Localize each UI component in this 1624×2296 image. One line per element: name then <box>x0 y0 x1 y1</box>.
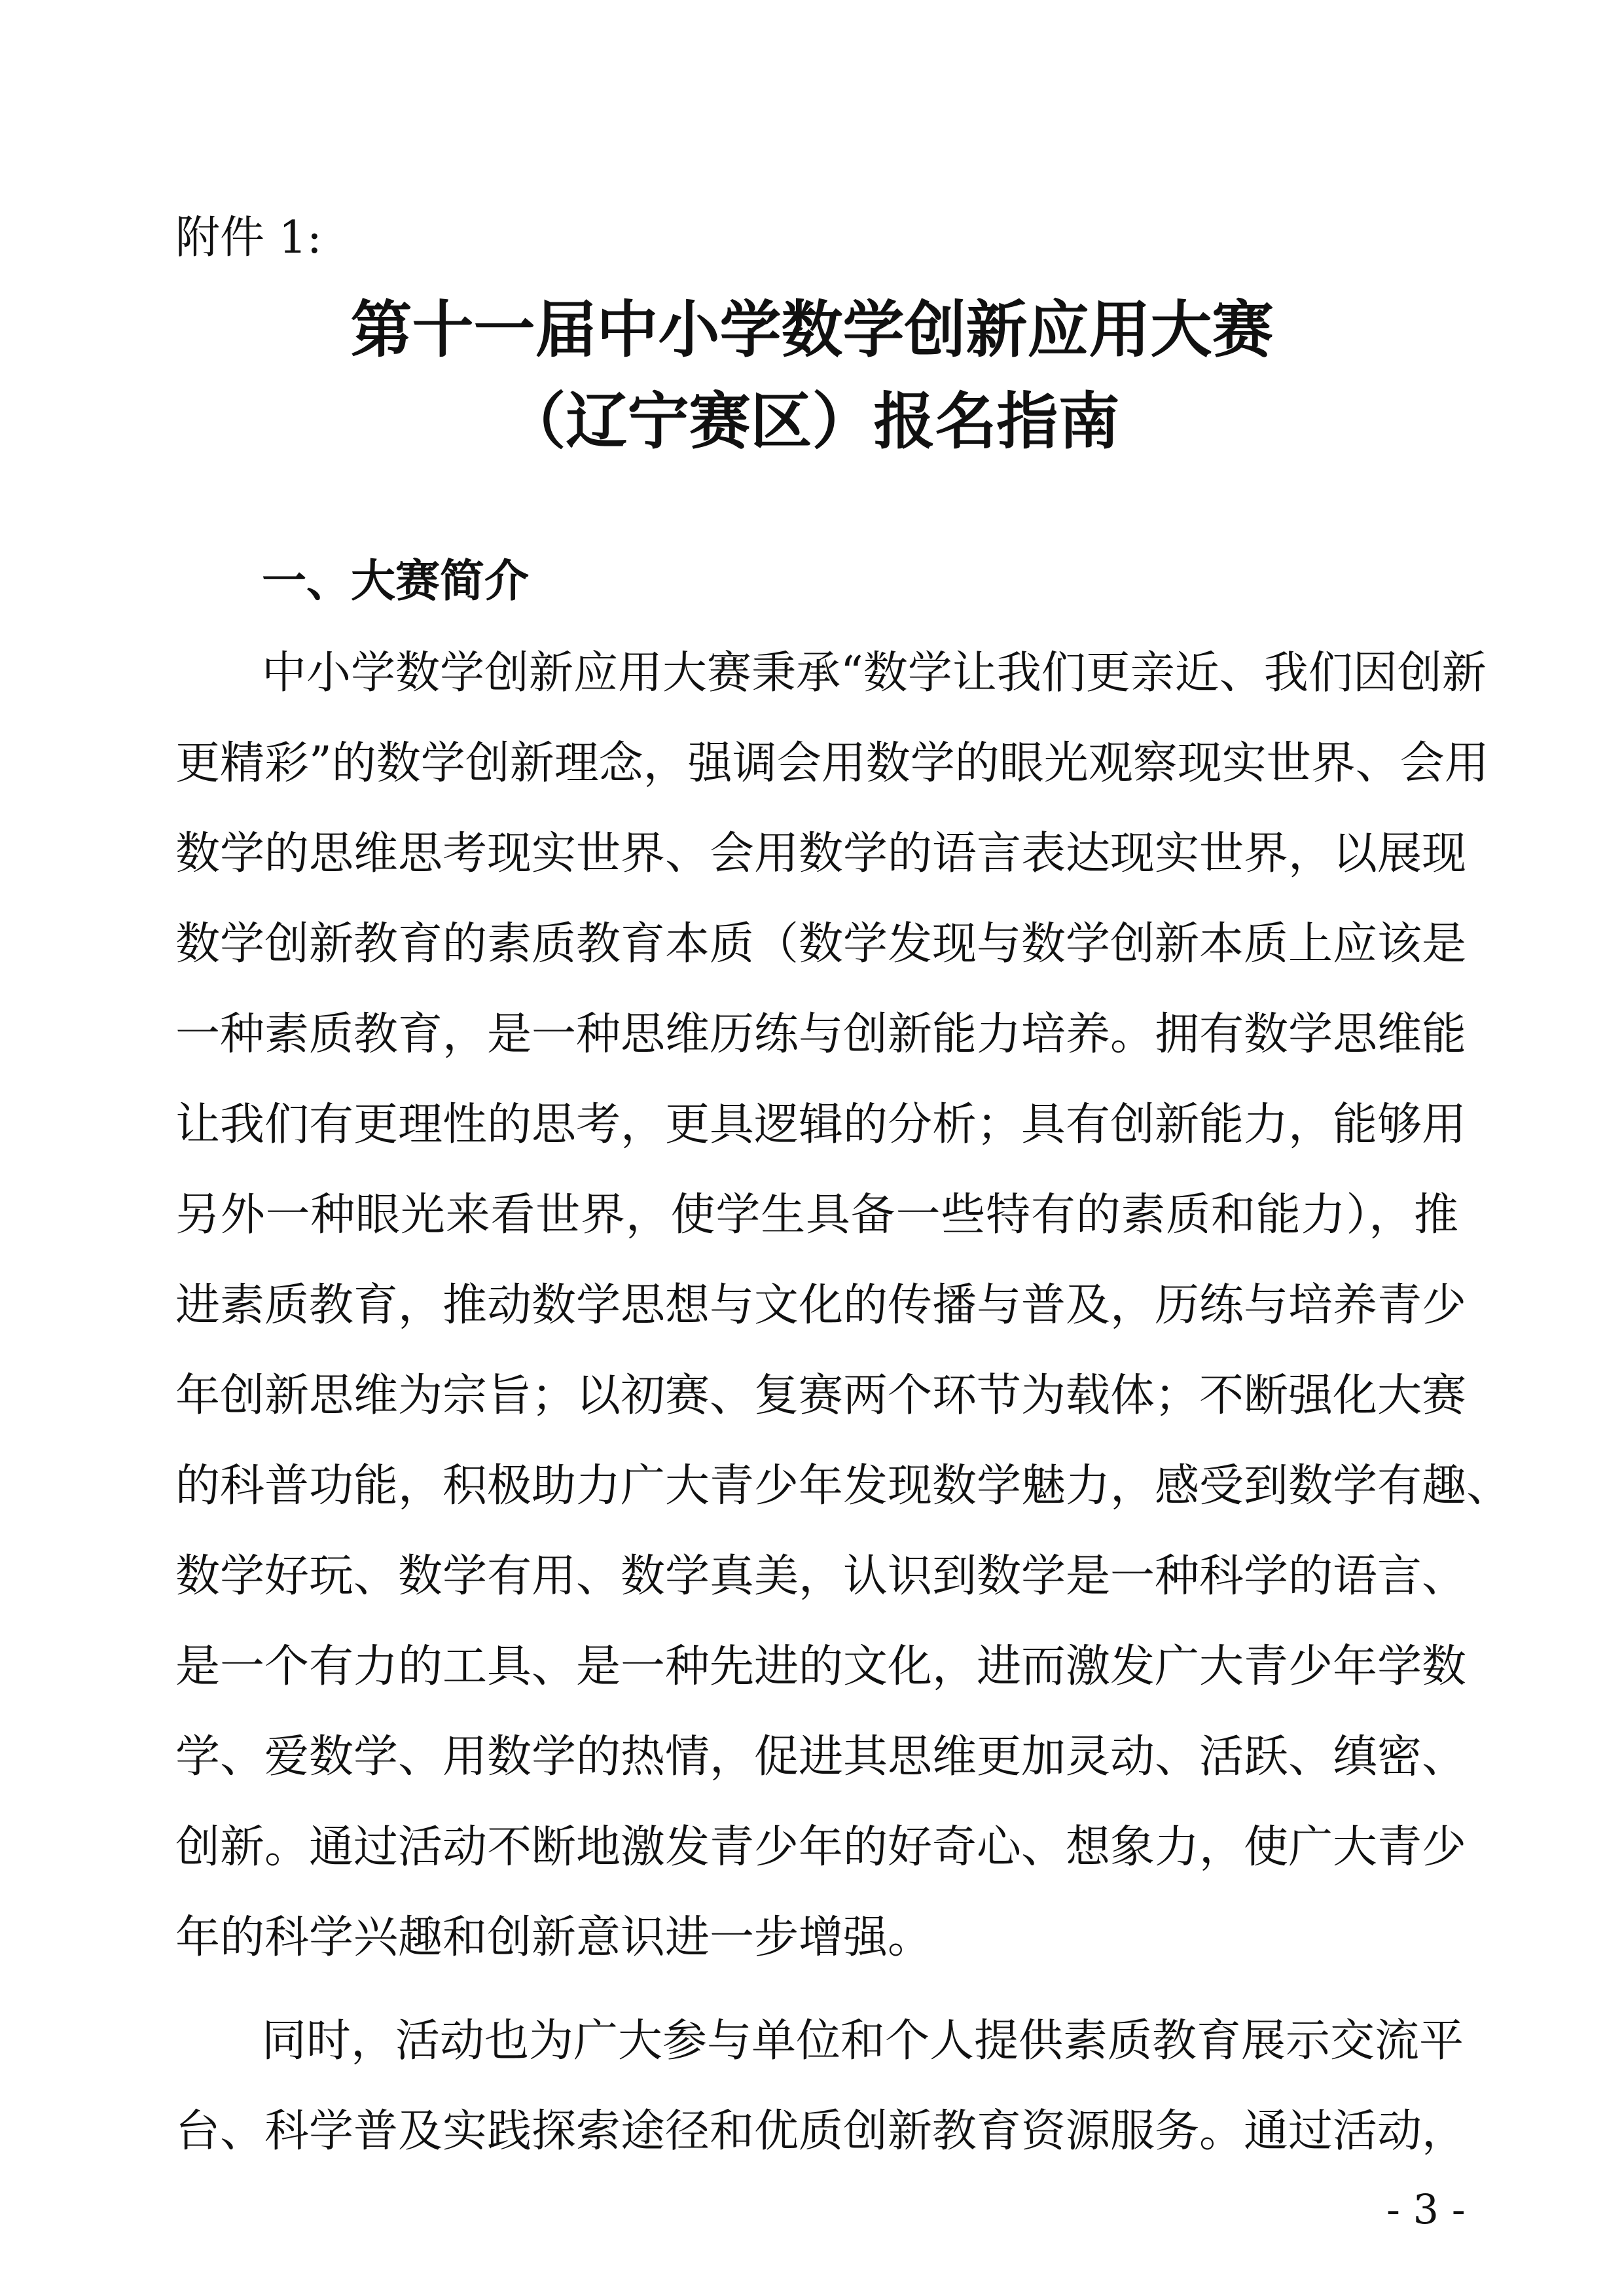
paragraph-line: 同时，活动也为广大参与单位和个人提供素质教育展示交流平 <box>262 2015 1464 2067</box>
paragraph-line: 中小学数学创新应用大赛秉承“数学让我们更亲近、我们因创新 <box>262 647 1487 699</box>
paragraph-line: 进素质教育，推动数学思想与文化的传播与普及，历练与培养青少 <box>175 1280 1467 1331</box>
document-title-line-1: 第十一届中小学数学创新应用大赛 <box>350 295 1274 366</box>
page-number: - 3 - <box>1386 2185 1466 2233</box>
section-heading: 一、大赛简介 <box>262 556 530 607</box>
paragraph-line: 创新。通过活动不断地激发青少年的好奇心、想象力，使广大青少 <box>175 1821 1467 1873</box>
paragraph-line: 数学好玩、数学有用、数学真美，认识到数学是一种科学的语言、 <box>175 1551 1467 1602</box>
paragraph-line: 年的科学兴趣和创新意识进一步增强。 <box>175 1912 933 1964</box>
paragraph-line: 另外一种眼光来看世界，使学生具备一些特有的素质和能力），推 <box>175 1189 1458 1241</box>
paragraph-line: 数学创新教育的素质教育本质（数学发现与数学创新本质上应该是 <box>175 918 1467 970</box>
paragraph-line: 更精彩”的数学创新理念，强调会用数学的眼光观察现实世界、会用 <box>175 738 1489 789</box>
paragraph-line: 学、爱数学、用数学的热情，促进其思维更加灵动、活跃、缜密、 <box>175 1731 1467 1783</box>
attachment-label: 附件 1: <box>175 212 322 264</box>
paragraph-line: 一种素质教育，是一种思维历练与创新能力培养。拥有数学思维能 <box>175 1009 1467 1060</box>
paragraph-line: 的科普功能，积极助力广大青少年发现数学魅力，感受到数学有趣、 <box>175 1460 1511 1512</box>
document-title-line-2: （辽宁赛区）报名指南 <box>504 386 1120 457</box>
paragraph-line: 数学的思维思考现实世界、会用数学的语言表达现实世界，以展现 <box>175 828 1467 880</box>
paragraph-line: 是一个有力的工具、是一种先进的文化，进而激发广大青少年学数 <box>175 1641 1467 1693</box>
paragraph-line: 年创新思维为宗旨；以初赛、复赛两个环节为载体；不断强化大赛 <box>175 1370 1467 1422</box>
paragraph-line: 让我们有更理性的思考，更具逻辑的分析；具有创新能力，能够用 <box>175 1099 1467 1151</box>
paragraph-line: 台、科学普及实践探索途径和优质创新教育资源服务。通过活动， <box>175 2106 1467 2157</box>
